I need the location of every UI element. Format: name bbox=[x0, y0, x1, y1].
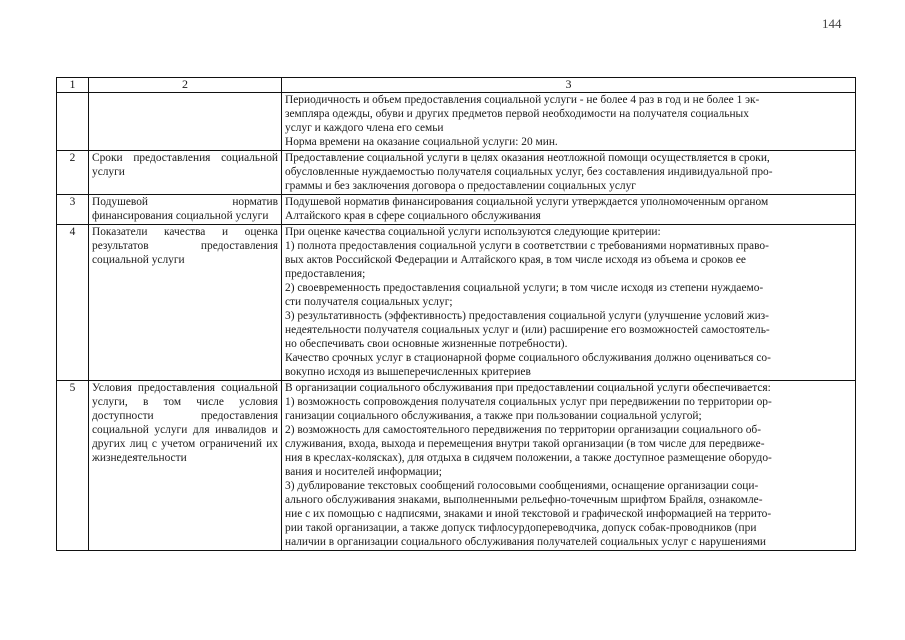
description-line: Подушевой норматив финансирования социальной услуги утверждается уполномоченным органом bbox=[285, 196, 769, 208]
description-line: 1) полнота предоставления социальной услуги в соответствии с требованиями нормативных право- bbox=[285, 240, 769, 252]
description-line: вокупно исходя из вышеперечисленных критериев bbox=[285, 366, 531, 378]
description-line: Предоставление социальной услуги в целях оказания неотложной помощи осуществляется в сроки, bbox=[285, 152, 770, 164]
row-parameter-name: Подушевой норматив финансирования социальной услуги bbox=[89, 195, 282, 225]
row-number: 5 bbox=[57, 381, 89, 551]
row-parameter-name: Сроки предоставления социальной услуги bbox=[89, 151, 282, 195]
row-description bbox=[282, 225, 856, 381]
description-line: но обеспечивать свои основные жизненные потребности). bbox=[285, 338, 568, 350]
table-row bbox=[57, 151, 856, 195]
description-line: ния в креслах-колясках), для отдыха в сидячем положении, а также доступное размещение оборудо- bbox=[285, 452, 772, 464]
row-number bbox=[57, 93, 89, 151]
description-line: предоставления; bbox=[285, 268, 366, 280]
header-col-1: 1 bbox=[57, 78, 89, 93]
description-line: рии такой организации, а также допуск тифлосурдопереводчика, допуск собак-проводников (при bbox=[285, 522, 757, 534]
table-row bbox=[57, 381, 856, 551]
row-number: 2 bbox=[57, 151, 89, 195]
services-table bbox=[56, 77, 856, 551]
row-number: 3 bbox=[57, 195, 89, 225]
row-parameter-name: Условия предоставления социальной услуги, в том числе условия доступности предоставления социальной услуги для инвалидов и других лиц с учетом ограничений их жизнедеятельности bbox=[89, 381, 282, 551]
description-line: 1) возможность сопровождения получателя социальных услуг при передвижении по территории ор- bbox=[285, 396, 772, 408]
description-line: 3) результативность (эффективность) предоставления социальной услуги (улучшение условий жиз- bbox=[285, 310, 769, 322]
table-row bbox=[57, 225, 856, 381]
row-number: 4 bbox=[57, 225, 89, 381]
description-line: Норма времени на оказание социальной услуги: 20 мин. bbox=[285, 136, 558, 148]
page-number: 144 bbox=[822, 16, 842, 31]
table-row bbox=[57, 93, 856, 151]
table-header-row bbox=[57, 78, 856, 93]
description-line: Качество срочных услуг в стационарной форме социального обслуживания должно оцениваться со- bbox=[285, 352, 771, 364]
description-line: ние с их помощью с надписями, знаками и иной текстовой и графической информацией на террито- bbox=[285, 508, 772, 520]
description-line: Периодичность и объем предоставления социальной услуги - не более 4 раз в год и не более 1 эк- bbox=[285, 94, 760, 106]
description-line: ганизации социального обслуживания, а также при пользовании социальной услугой; bbox=[285, 410, 702, 422]
description-line: 2) возможность для самостоятельного передвижения по территории организации социального об- bbox=[285, 424, 762, 436]
description-line: 2) своевременность предоставления социальной услуги; в том числе исходя из степени нуждаемо- bbox=[285, 282, 764, 294]
description-line: При оценке качества социальной услуги используются следующие критерии: bbox=[285, 226, 661, 238]
header-col-2: 2 bbox=[89, 78, 282, 93]
description-line: ального обслуживания знаками, выполненными рельефно-точечным шрифтом Брайля, ознакомле- bbox=[285, 494, 763, 506]
description-line: вания и носителей информации; bbox=[285, 466, 442, 478]
description-line: земпляра одежды, обуви и других предметов первой необходимости на получателя социальных bbox=[285, 108, 749, 120]
table-row bbox=[57, 195, 856, 225]
description-line: граммы и без заключения договора о предоставлении социальных услуг bbox=[285, 180, 636, 192]
row-description bbox=[282, 151, 856, 195]
description-line: В организации социального обслуживания при предоставлении социальной услуги обеспечивается: bbox=[285, 382, 771, 394]
description-line: вых актов Российской Федерации и Алтайского края, в том числе исходя из объема и сроков ее bbox=[285, 254, 746, 266]
header-col-3: 3 bbox=[282, 78, 856, 93]
description-line: сти получателя социальных услуг; bbox=[285, 296, 453, 308]
row-parameter-name bbox=[89, 93, 282, 151]
row-description bbox=[282, 381, 856, 551]
description-line: служивания, входа, выхода и перемещения внутри такой организации (в том числе для передвиже- bbox=[285, 438, 765, 450]
description-line: недеятельности получателя социальных услуг и (или) расширение его возможностей самостоятель- bbox=[285, 324, 770, 336]
row-parameter-name: Показатели качества и оценка результатов предоставления социальной услуги bbox=[89, 225, 282, 381]
description-line: обусловленные нуждаемостью получателя социальных услуг, без составления индивидуальной про- bbox=[285, 166, 773, 178]
description-line: наличии в организации социального обслуживания получателей социальных услуг с нарушениями bbox=[285, 536, 767, 548]
description-line: услуг и каждого члена его семьи bbox=[285, 122, 444, 134]
row-description bbox=[282, 93, 856, 151]
description-line: Алтайского края в сфере социального обслуживания bbox=[285, 210, 541, 222]
description-line: 3) дублирование текстовых сообщений голосовыми сообщениями, оснащение организации соци- bbox=[285, 480, 759, 492]
row-description bbox=[282, 195, 856, 225]
